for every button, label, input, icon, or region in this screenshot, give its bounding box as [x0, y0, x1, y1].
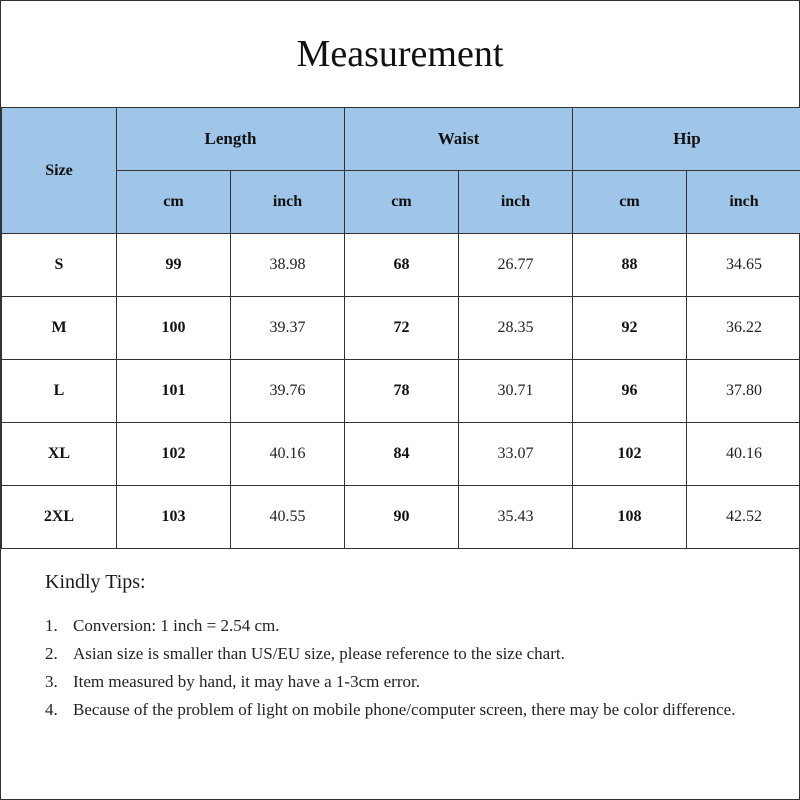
hip-cm-cell: 108: [573, 486, 687, 549]
tip-text: Because of the problem of light on mobile phone/computer screen, there may be color difference.: [73, 700, 736, 719]
table-row: [2, 234, 800, 297]
tip-item: [45, 668, 765, 696]
unit-header: cm: [573, 171, 687, 234]
unit-header: cm: [345, 171, 459, 234]
length-cm-cell: 103: [117, 486, 231, 549]
length-header: Length: [117, 108, 345, 171]
waist-cm-cell: 72: [345, 297, 459, 360]
hip-cm-cell: 102: [573, 423, 687, 486]
tip-item: [45, 696, 765, 724]
tip-number: 1.: [45, 616, 58, 635]
unit-header-row: [2, 171, 800, 234]
size-table: [1, 107, 800, 549]
length-cm-cell: 99: [117, 234, 231, 297]
length-cm-cell: 101: [117, 360, 231, 423]
unit-header: inch: [459, 171, 573, 234]
waist-cm-cell: 68: [345, 234, 459, 297]
kindly-tips: [45, 571, 765, 724]
waist-inch-cell: 33.07: [459, 423, 573, 486]
waist-header: Waist: [345, 108, 573, 171]
unit-header: inch: [687, 171, 800, 234]
size-cell: L: [2, 360, 117, 423]
tip-text: Item measured by hand, it may have a 1-3cm error.: [73, 672, 420, 691]
size-cell: M: [2, 297, 117, 360]
hip-cm-cell: 88: [573, 234, 687, 297]
waist-inch-cell: 35.43: [459, 486, 573, 549]
table-header-row: [2, 108, 800, 171]
length-cm-cell: 102: [117, 423, 231, 486]
tip-text: Conversion: 1 inch = 2.54 cm.: [73, 616, 280, 635]
length-inch-cell: 39.76: [231, 360, 345, 423]
waist-inch-cell: 26.77: [459, 234, 573, 297]
table-row: [2, 297, 800, 360]
unit-header: cm: [117, 171, 231, 234]
tip-number: 3.: [45, 672, 58, 691]
waist-cm-cell: 90: [345, 486, 459, 549]
length-cm-cell: 100: [117, 297, 231, 360]
waist-inch-cell: 28.35: [459, 297, 573, 360]
hip-inch-cell: 37.80: [687, 360, 800, 423]
waist-inch-cell: 30.71: [459, 360, 573, 423]
waist-cm-cell: 84: [345, 423, 459, 486]
size-cell: 2XL: [2, 486, 117, 549]
unit-header: inch: [231, 171, 345, 234]
hip-cm-cell: 92: [573, 297, 687, 360]
length-inch-cell: 40.16: [231, 423, 345, 486]
tip-item: [45, 612, 765, 640]
table-row: [2, 423, 800, 486]
hip-inch-cell: 40.16: [687, 423, 800, 486]
hip-header: Hip: [573, 108, 800, 171]
waist-cm-cell: 78: [345, 360, 459, 423]
tip-text: Asian size is smaller than US/EU size, please reference to the size chart.: [73, 644, 565, 663]
tip-item: [45, 640, 765, 668]
tip-number: 2.: [45, 644, 58, 663]
page-title: Measurement: [296, 33, 504, 75]
hip-inch-cell: 36.22: [687, 297, 800, 360]
table-row: [2, 486, 800, 549]
size-header: Size: [2, 108, 117, 234]
hip-inch-cell: 42.52: [687, 486, 800, 549]
length-inch-cell: 38.98: [231, 234, 345, 297]
table-row: [2, 360, 800, 423]
size-cell: S: [2, 234, 117, 297]
tip-number: 4.: [45, 700, 58, 719]
hip-inch-cell: 34.65: [687, 234, 800, 297]
length-inch-cell: 39.37: [231, 297, 345, 360]
size-cell: XL: [2, 423, 117, 486]
length-inch-cell: 40.55: [231, 486, 345, 549]
tips-heading: Kindly Tips:: [45, 571, 146, 593]
hip-cm-cell: 96: [573, 360, 687, 423]
